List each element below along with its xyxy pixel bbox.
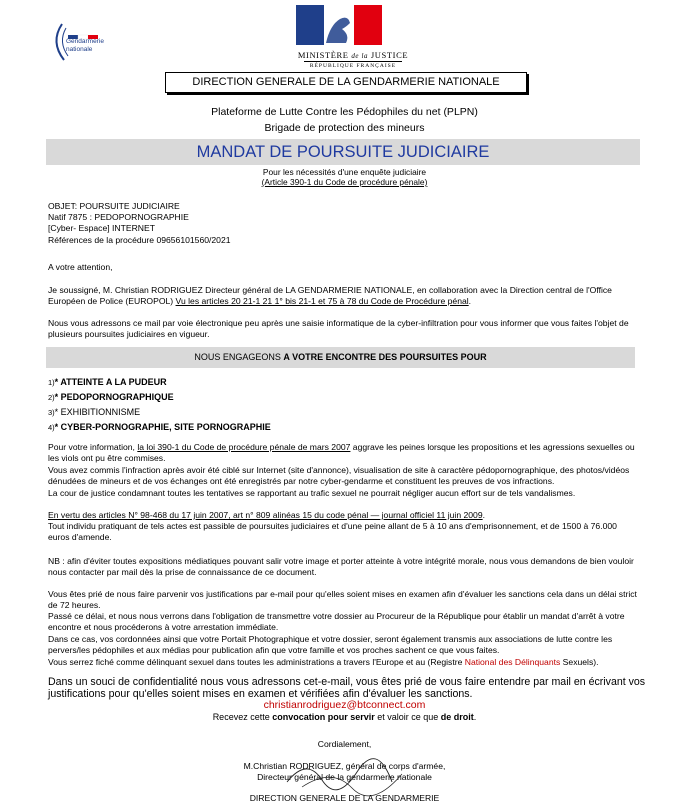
- info-paragraph-2: Vous avez commis l'infraction après avoir été ciblé sur Internet (site d'annonce), visualisation de site à caractère pédopornographique, des photos/vidéos dénudées de mineurs et de vos échanges ont été enregistrés par notre cyber-gendarme et constituent les preuves de vos infractions.: [48, 465, 630, 487]
- confidentiality-paragraph: Dans un souci de confidentialité nous vous adressons cet-e-mail, vous êtes prié de vous faire entendre par mail en écrivant vos justifications pour qu'elles soient mises en examen et vérifiées afin d'évaluer les sanctions.: [48, 676, 646, 700]
- notification-paragraph: Nous vous adressons ce mail par voie électronique peu après une saisie informatique de la cyber-infiltration pour vous informer que vous faites l'objet de plusieurs poursuites judiciaires en vigueur.: [48, 318, 629, 340]
- ministry-name: MINISTÈRE de la JUSTICE: [297, 50, 409, 60]
- title-sub2: (Article 390-1 du Code de procédure pénale): [261, 177, 428, 187]
- page-title: MANDAT DE POURSUITE JUDICIAIRE: [196, 143, 490, 161]
- cyber-line: [Cyber- Espace] INTERNET: [48, 223, 155, 234]
- cordialement: Cordialement,: [317, 739, 372, 749]
- objet-line: OBJET: POURSUITE JUDICIAIRE: [48, 201, 180, 211]
- ministry-logo: [288, 5, 418, 70]
- title-bar: [46, 139, 640, 165]
- penalty-paragraph: Tout individu pratiquant de tels actes est passible de poursuites judiciaires et d'une peine allant de 5 à 10 ans d'emprisonnement, et de 1500 à 76.000 euros d'amende.: [48, 521, 617, 543]
- signature-title: Directeur général de la gendarmerie nationale: [257, 772, 432, 782]
- articles-law-reference: En vertu des articles N° 98-468 du 17 juin 2007, art n° 809 alinéas 15 du code pénal — journal officiel 11 juin 2009: [48, 510, 483, 520]
- attention-line: A votre attention,: [48, 262, 113, 272]
- articles-paragraph: En vertu des articles N° 98-468 du 17 juin 2007, art n° 809 alinéas 15 du code pénal — journal officiel 11 juin 2009.: [48, 510, 486, 520]
- reference-line: Références de la procédure 09656101560/2021: [48, 234, 231, 245]
- signature-name: M.Christian RODRIGUEZ, général de corps d'armée,: [243, 761, 446, 771]
- marianne-flag-icon: [296, 5, 382, 45]
- republique-francaise: RÉPUBLIQUE FRANÇAISE: [309, 63, 397, 69]
- signature-scribble-icon: [282, 752, 412, 797]
- publication-paragraph: Dans ce cas, vos cordonnées ainsi que votre Portait Photographique et votre dossier, seront également transmis aux associations de lutte contre les pervers/les pédophiles et aux médias pour publication afin que votre famille et vos proches sachent ce que vous faites.: [48, 634, 613, 656]
- direction-header-text: DIRECTION GENERALE DE LA GENDARMERIE NATIONALE: [192, 76, 500, 88]
- charges-list: [48, 375, 271, 435]
- intro-paragraph: Je soussigné, M. Christian RODRIGUEZ Directeur général de LA GENDARMERIE NATIONALE, en collaboration avec la Direction central de l'Office Européen de Police (EUROPOL) Vu les articles 20 21-1 21 1° bis 21-1 et 75 à 78 du Code de Procédure pénal.: [48, 285, 612, 307]
- plpn-line: Plateforme de Lutte Contre les Pédophiles du net (PLPN): [211, 106, 478, 118]
- brigade-line: Brigade de protection des mineurs: [264, 122, 425, 134]
- gendarmerie-logo: [48, 20, 128, 70]
- articles-reference: Vu les articles 20 21-1 21 1° bis 21-1 et 75 à 78 du Code de Procédure pénal: [175, 296, 469, 307]
- convocation-line: Recevez cette convocation pour servir et valoir ce que de droit.: [212, 712, 477, 722]
- law-reference: la loi 390-1 du Code de procédure pénale de mars 2007: [137, 442, 351, 452]
- info-paragraph-1: Pour votre information, la loi 390-1 du Code de procédure pénale de mars 2007 aggrave les peines lorsque les propositions et les agressions sexuelles ou les viols ont pu être commises.: [48, 442, 635, 464]
- registry-paragraph: Vous serrez fiché comme délinquant sexuel dans toutes les administrations a travers l'Europe et au (Registre National des Délinquants Sexuels).: [48, 657, 599, 667]
- nb-paragraph: NB : afin d'éviter toutes expositions médiatiques pouvant salir votre image et porter atteinte à votre intégrité morale, nous vous demandons de bien vouloir nous contacter par mail dès la prise de connaissance de ce document.: [48, 556, 634, 578]
- contact-email[interactable]: christianrodriguez@btconnect.com: [263, 699, 426, 711]
- objet-block: [48, 201, 231, 246]
- deadline-paragraph: Vous êtes prié de nous faire parvenir vos justifications par e-mail pour qu'elles soient mises en examen afin d'évaluer les sanctions cela dans un délai strict de 72 heures.: [48, 589, 637, 611]
- charge-item: 4)* CYBER-PORNOGRAPHIE, SITE PORNOGRAPHIE: [48, 422, 271, 432]
- gendarmerie-logo-text: Gendarmerie nationale: [66, 38, 104, 53]
- charge-item: 3)* EXHIBITIONNISME: [48, 407, 141, 417]
- warrant-paragraph: Passé ce délai, et nous nous verrons dans l'obligation de transmettre votre dossier au Procureur de la République pour établir un mandat d'arrêt à votre encontre et nous procéderons à votre arrestation immédiate.: [48, 611, 625, 633]
- charge-item: 2)* PEDOPORNOGRAPHIQUE: [48, 392, 174, 402]
- charges-banner: NOUS ENGAGEONS A VOTRE ENCONTRE DES POURSUITES POUR: [46, 347, 635, 368]
- title-sub1: Pour les nécessités d'une enquête judiciaire: [262, 167, 427, 177]
- charge-item: 1)* ATTEINTE A LA PUDEUR: [48, 377, 167, 387]
- signature-direction: DIRECTION GENERALE DE LA GENDARMERIE: [249, 793, 440, 803]
- direction-header-box: [165, 72, 527, 93]
- info-paragraph-3: La cour de justice condamnant toutes les tentatives se rapportant au trafic sexuel ne pourrait négliger aucun effort sur de tels vandalismes.: [48, 488, 576, 498]
- natif-line: Natif 7875 : PEDOPORNOGRAPHIE: [48, 212, 189, 223]
